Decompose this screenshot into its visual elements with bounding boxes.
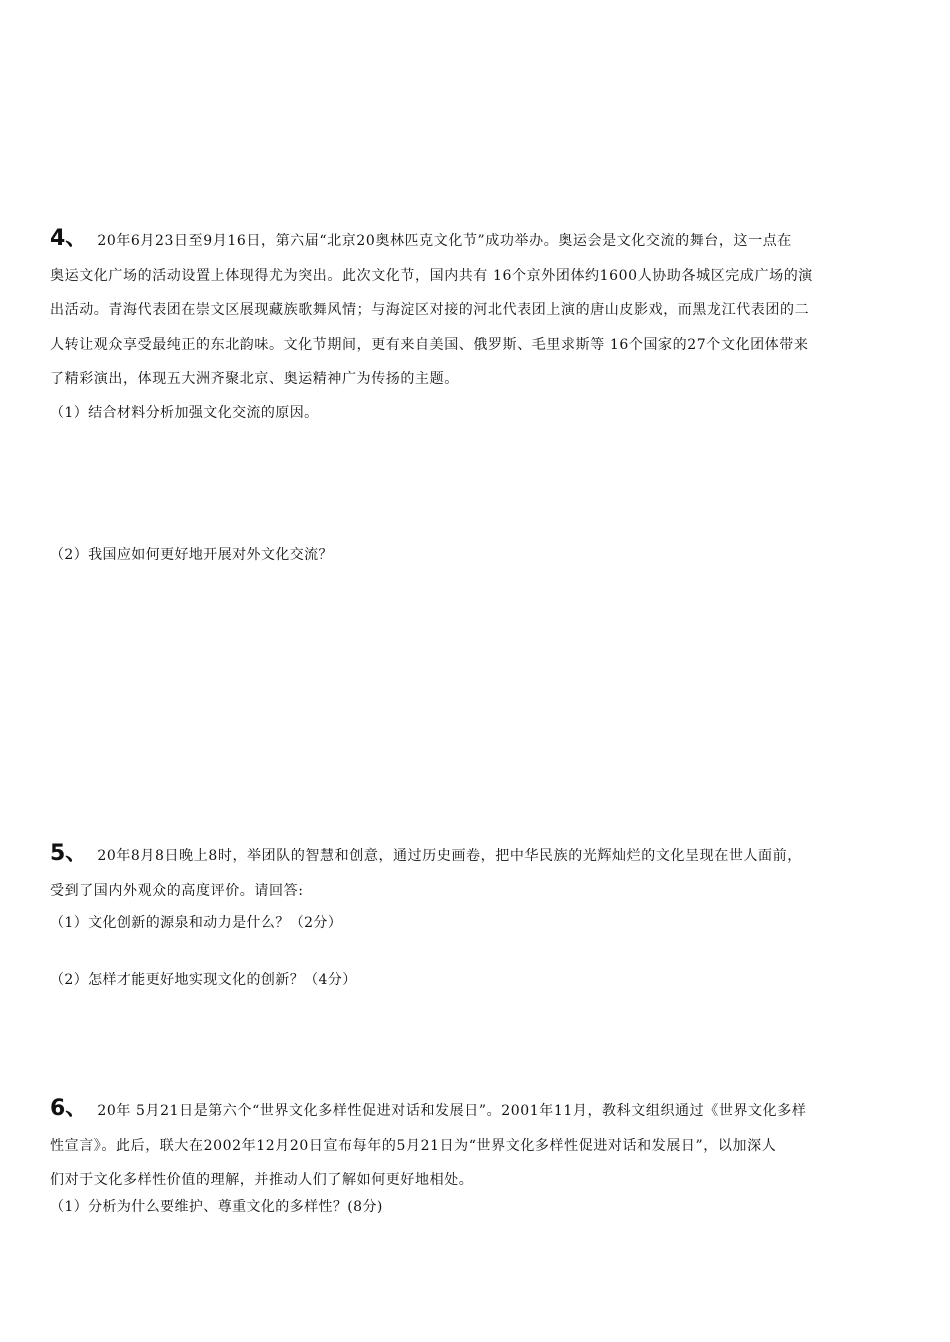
question-5-sub-1: （1）文化创新的源泉和动力是什么？（2分） xyxy=(50,915,343,931)
question-4-text xyxy=(50,222,906,397)
question-6-number: 6、 xyxy=(50,1096,88,1121)
question-6-sub-1: （1）分析为什么要维护、尊重文化的多样性？(8分) xyxy=(50,1199,383,1215)
question-5 xyxy=(50,837,906,908)
question-4-line-3: 出活动。青海代表团在崇文区展现藏族歌舞风情；与海淀区对接的河北代表团上演的唐山皮影戏，而黑龙江代表团的二 xyxy=(50,302,810,318)
question-4-line-2: 奥运文化广场的活动设置上体现得尤为突出。此次文化节，国内共有 16个京外团体约1600人协助各城区完成广场的演 xyxy=(50,267,813,284)
question-5-number: 5、 xyxy=(50,841,88,866)
question-4-sub-1: （1）结合材料分析加强文化交流的原因。 xyxy=(50,405,319,421)
question-6-line-3: 们对于文化多样性价值的理解，并推动人们了解如何更好地相处。 xyxy=(50,1172,474,1188)
question-4-line-1: 4、 20年6月23日至9月16日，第六届“北京20奥林匹克文化节”成功举办。奥运会是文化交流的舞台，这一点在 xyxy=(50,226,792,251)
question-5-line-1: 5、 20年8月8日晚上8时，举团队的智慧和创意，通过历史画卷，把中华民族的光辉灿烂的文化呈现在世人面前， xyxy=(50,841,802,866)
question-5-line-2: 受到了国内外观众的高度评价。请回答: xyxy=(50,882,304,899)
question-4 xyxy=(50,222,906,397)
question-4-line-5: 了精彩演出，体现五大洲齐聚北京、奥运精神广为传扬的主题。 xyxy=(50,371,459,387)
question-6-line-1: 6、 20年 5月21日是第六个“世界文化多样性促进对话和发展日”。2001年11月，教科文组织通过《世界文化多样 xyxy=(50,1096,807,1121)
question-6-line-2: 性宣言》。此后，联大在2002年12月20日宣布每年的5月21日为“世界文化多样性促进对话和发展日”，以加深人 xyxy=(50,1137,777,1154)
question-5-sub-2: （2）怎样才能更好地实现文化的创新？（4分） xyxy=(50,972,357,988)
question-4-number: 4、 xyxy=(50,226,88,251)
question-4-sub-2: （2）我国应如何更好地开展对外文化交流？ xyxy=(50,547,333,563)
question-4-line-4: 人转让观众享受最纯正的东北韵味。文化节期间，更有来自美国、俄罗斯、毛里求斯等 16个国家的27个文化团体带来 xyxy=(50,336,809,353)
question-6 xyxy=(50,1092,906,1198)
question-6-text xyxy=(50,1092,906,1198)
question-5-text xyxy=(50,837,906,908)
